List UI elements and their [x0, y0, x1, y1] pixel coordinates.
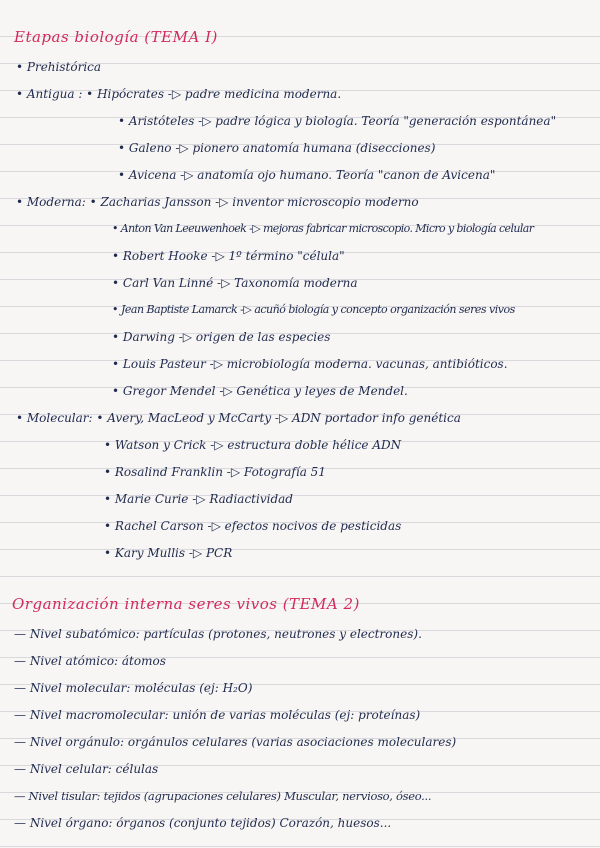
note-line: • Darwing -▷ origen de las especies: [112, 330, 331, 344]
note-line: • Louis Pasteur -▷ microbiología moderna. vacunas, antibióticos.: [112, 357, 508, 371]
note-line: • Gregor Mendel -▷ Genética y leyes de Mendel.: [112, 384, 408, 398]
note-line: • Moderna: • Zacharias Jansson -▷ inventor microscopio moderno: [16, 195, 419, 209]
section-2-title: Organización interna seres vivos (TEMA 2): [12, 595, 360, 613]
note-line: • Rosalind Franklin -▷ Fotografía 51: [104, 465, 326, 479]
note-line: • Aristóteles -▷ padre lógica y biología. Teoría "generación espontánea": [118, 114, 557, 128]
note-line: — Nivel órgano: órganos (conjunto tejidos) Corazón, huesos...: [14, 816, 392, 830]
note-line: • Rachel Carson -▷ efectos nocivos de pesticidas: [104, 519, 402, 533]
note-line: • Marie Curie -▷ Radiactividad: [104, 492, 293, 506]
note-line: — Nivel molecular: moléculas (ej: H₂O): [14, 681, 253, 695]
note-line: — Nivel subatómico: partículas (protones, neutrones y electrones).: [14, 627, 422, 641]
note-line: — Nivel celular: células: [14, 762, 159, 776]
section-1-title: Etapas biología (TEMA I): [14, 28, 218, 46]
note-line: • Molecular: • Avery, MacLeod y McCarty -▷ ADN portador info genética: [16, 411, 461, 425]
note-line: • Antigua : • Hipócrates -▷ padre medicina moderna.: [16, 87, 342, 101]
note-line: • Anton Van Leeuwenhoek -▷ mejoras fabricar microscopio. Micro y biología celular: [112, 222, 534, 235]
note-line: • Jean Baptiste Lamarck -▷ acuñó biología y concepto organización seres vivos: [112, 303, 515, 316]
note-line: — Nivel atómico: átomos: [14, 654, 166, 668]
note-line: • Kary Mullis -▷ PCR: [104, 546, 233, 560]
note-line: • Robert Hooke -▷ 1º término "célula": [112, 249, 345, 263]
note-line: • Carl Van Linné -▷ Taxonomía moderna: [112, 276, 358, 290]
note-line: • Prehistórica: [16, 60, 102, 74]
note-line: — Nivel macromolecular: unión de varias moléculas (ej: proteínas): [14, 708, 421, 722]
note-line: • Watson y Crick -▷ estructura doble hélice ADN: [104, 438, 402, 452]
note-line: • Galeno -▷ pionero anatomía humana (disecciones): [118, 141, 436, 155]
note-line: — Nivel tisular: tejidos (agrupaciones celulares) Muscular, nervioso, óseo...: [14, 789, 432, 803]
note-line: — Nivel orgánulo: orgánulos celulares (varias asociaciones moleculares): [14, 735, 457, 749]
note-line: • Avicena -▷ anatomía ojo humano. Teoría "canon de Avicena": [118, 168, 496, 182]
